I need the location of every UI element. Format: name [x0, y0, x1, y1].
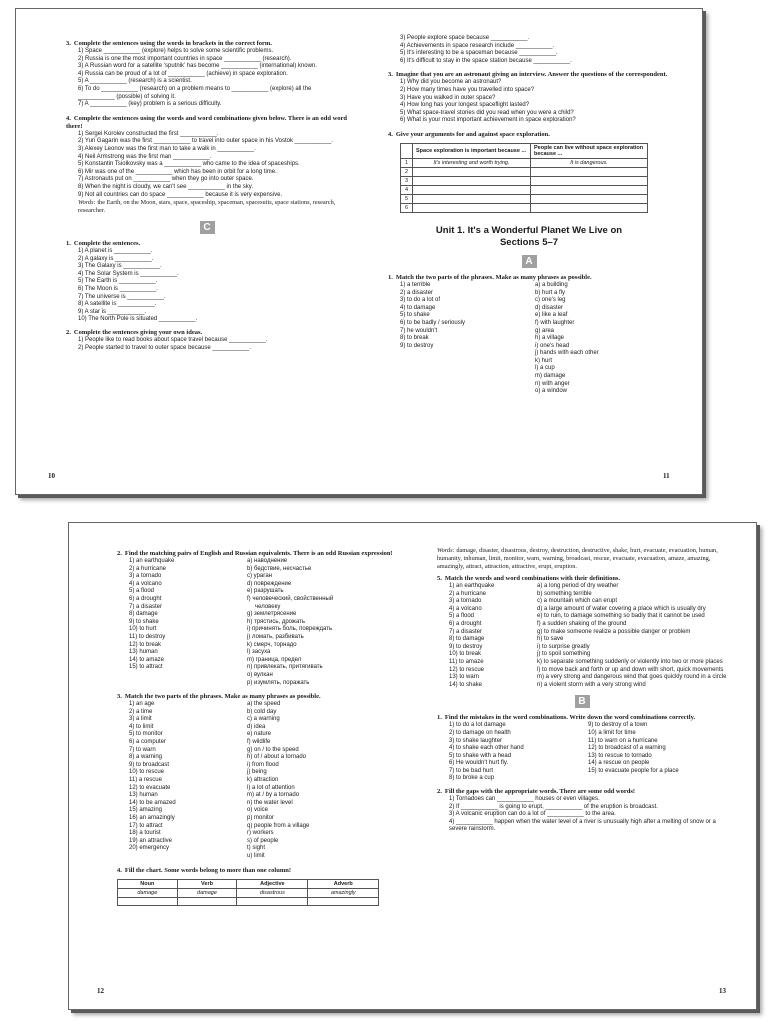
- table-cell: [118, 897, 178, 906]
- list-item: 9) to broadcast: [129, 761, 170, 768]
- exercise-2-columns: [117, 558, 397, 687]
- list-item: 12) to broadcast of a warning: [588, 745, 666, 752]
- list-item: 9) to destroy: [449, 643, 483, 650]
- list-item: k) attraction: [247, 777, 279, 784]
- section-letter-a: A: [522, 255, 537, 268]
- list-item: 1) an earthquake: [129, 558, 175, 564]
- list-item: h) трястись, дрожать: [247, 618, 306, 625]
- list-item: i) причинять боль, повреждать: [247, 626, 333, 633]
- list-item: 4) a volcano: [129, 580, 162, 587]
- list-item: 12) to evacuate: [129, 784, 171, 791]
- exercise-3-lines: [388, 79, 670, 125]
- list-item: 5) Konstantin Tsiolkovsky was a ___________ who came to the idea of spaceships.: [78, 161, 300, 168]
- list-item: 9) to destroy: [400, 342, 434, 349]
- table-cell: 5: [401, 194, 413, 203]
- list-item: s) of people: [247, 837, 279, 844]
- list-item: 1) Space ___________ (explore) helps to solve some scientific problems.: [78, 48, 274, 54]
- list-item: a) a long period of dry weather: [537, 583, 619, 589]
- list-item: 1) an earthquake: [449, 583, 495, 589]
- list-item: c) a warning: [247, 716, 280, 723]
- list-item: f) wildlife: [247, 739, 271, 746]
- table-cell: 1: [401, 158, 413, 167]
- page-number-12: 12: [97, 987, 104, 995]
- list-item: b) cold day: [247, 708, 277, 715]
- list-item: 17) to attract: [129, 822, 163, 829]
- list-item: g) area: [535, 327, 555, 334]
- right-column: [537, 583, 727, 689]
- list-item: k) hurt: [535, 357, 553, 364]
- exercise-3-heading: 3. Match the two parts of the phrases. Make as many phrases as possible.: [117, 693, 321, 701]
- table-cell: amazingly: [308, 888, 379, 897]
- list-item: 1) People like to read books about space travel because ___________.: [78, 337, 268, 344]
- list-item: 12) to rescue: [449, 666, 485, 673]
- table-cell: 6: [401, 203, 413, 212]
- list-item: 5) The Earth is ___________.: [78, 278, 158, 285]
- section-letter-b: B: [575, 695, 590, 708]
- list-item: 9) to shake: [129, 618, 159, 625]
- list-item: 2) to damage on health: [449, 729, 511, 736]
- table-cell: It's interesting and worth trying.: [413, 158, 531, 167]
- list-item: 1) A planet is ___________.: [78, 248, 153, 255]
- table-header-cell: Noun: [118, 879, 178, 888]
- list-item: g) землетрясение: [247, 611, 297, 618]
- list-item: 7) The universe is ___________.: [78, 293, 166, 300]
- list-item: e) разрушать: [247, 588, 284, 595]
- list-item: a) the speed: [247, 701, 281, 708]
- list-item: 10) a limit for time: [588, 729, 636, 736]
- list-item: m) граница, предел: [247, 656, 302, 663]
- list-item: l) a lot of attention: [247, 784, 295, 791]
- table-cell: [531, 185, 648, 194]
- table-header-cell: [401, 143, 413, 158]
- table-row: [401, 194, 648, 203]
- table-cell: [413, 167, 531, 176]
- list-item: 5) to shake with a head: [449, 752, 512, 759]
- exercise-4-heading: 4. Give your arguments for and against space exploration.: [388, 130, 550, 138]
- list-item: 8) to damage: [449, 636, 485, 643]
- table-header-cell: Verb: [177, 879, 237, 888]
- list-item: 13) human: [129, 649, 158, 656]
- list-item: 6) a drought: [129, 595, 162, 602]
- list-item: k) смерч, торнадо: [247, 641, 297, 648]
- exercise-5-heading: 5. Match the words and word combinations with their definitions.: [437, 575, 621, 582]
- right-column: [247, 558, 397, 687]
- list-item: 11) to destroy: [129, 633, 166, 640]
- table-row: [401, 158, 648, 167]
- list-item: 10) to rescue: [129, 769, 165, 776]
- table-cell: damage: [118, 888, 178, 897]
- page-11-top-lines: [388, 35, 670, 65]
- list-item: l) to move back and forth or up and down with short, quick movements: [537, 666, 724, 673]
- left-column: [449, 722, 588, 783]
- list-item: 1) Tornadoes can ___________ houses or even villages.: [449, 796, 600, 803]
- right-column: [247, 701, 397, 860]
- page-number-13: 13: [719, 987, 726, 995]
- table-cell: [413, 194, 531, 203]
- table-cell: [413, 176, 531, 185]
- list-item: l) a cup: [535, 365, 555, 372]
- right-column: [588, 722, 727, 783]
- table-cell: [531, 167, 648, 176]
- exercise-2-heading: 2. Find the matching pairs of English and Russian equivalents. There is an odd Russian expression!: [117, 550, 393, 557]
- list-item: 9) Not all countries can do space ___________ because it is very expensive.: [78, 191, 283, 198]
- list-item: e) like a leaf: [535, 312, 568, 319]
- page-number-11: 11: [663, 472, 670, 480]
- list-item: 15) to attract: [129, 664, 163, 671]
- table-cell: [413, 203, 531, 212]
- list-item: 11) a rescue: [129, 777, 162, 784]
- list-item: d) повреждение: [247, 580, 292, 587]
- list-item: 7) Astronauts put on ___________ when they go into outer space.: [78, 176, 254, 183]
- list-item: 2) How many times have you travelled into space?: [400, 86, 535, 93]
- list-item: 6) What is your most important achievement in space exploration?: [400, 117, 576, 124]
- exercise-2-lines: [66, 337, 348, 352]
- list-item: 10) to hurt: [129, 626, 157, 633]
- list-item: 3) to shake laughter: [449, 737, 503, 744]
- list-item: 13) human: [129, 792, 158, 799]
- table-cell: [308, 897, 379, 906]
- list-item: q) people from a village: [247, 822, 310, 829]
- list-item: 2) Russia is one the most important countries in space ___________ (research).: [78, 55, 292, 62]
- table-row: [118, 897, 379, 906]
- table-header-cell: Adjective: [237, 879, 308, 888]
- list-item: а) наводнение: [247, 558, 288, 564]
- table-cell: [531, 194, 648, 203]
- list-item: i) from flood: [247, 761, 279, 768]
- list-item: p) изумлять, поражать: [247, 679, 310, 686]
- list-item: 4) Neil Armstrong was the first man ___________.: [78, 153, 212, 160]
- exercise-3-columns: [117, 701, 397, 860]
- list-item: t) sight: [247, 845, 266, 852]
- section-letter-c: C: [200, 221, 215, 234]
- list-item: 7) to be bad hurt: [449, 767, 494, 774]
- exercise-2-heading: 2. Fill the gaps with the appropriate words. There are some odd words!: [437, 788, 636, 796]
- list-item: 8) When the night is cloudy, we can't see ___________ in the sky.: [78, 183, 254, 190]
- left-column: [400, 282, 535, 396]
- list-item: 15) to evacuate people for a place: [588, 767, 679, 774]
- table-cell: [237, 897, 308, 906]
- table-cell: 3: [401, 176, 413, 185]
- word-forms-table: [117, 879, 379, 907]
- list-item: 2) People started to travel to outer space because ___________.: [78, 344, 251, 351]
- list-item: 4) How long has your longest spaceflight lasted?: [400, 102, 530, 109]
- list-item: i) one's head: [535, 342, 570, 349]
- list-item: 4) ___________ happen when the water level of a river is unusually high after a melting of snow or a severe rainstorm.: [449, 818, 716, 833]
- list-item: 4) The Solar System is ___________.: [78, 270, 179, 277]
- list-item: 5) to monitor: [129, 731, 163, 738]
- list-item: 4) a volcano: [449, 605, 482, 612]
- list-item: 7) a disaster: [449, 628, 483, 635]
- table-cell: disastrous: [237, 888, 308, 897]
- table-cell: [531, 176, 648, 185]
- left-column: [129, 701, 247, 860]
- list-item: 8) to broke a cup: [449, 775, 495, 782]
- list-item: 2) a disaster: [400, 289, 434, 296]
- list-item: 5) a flood: [129, 588, 155, 595]
- exercise-5-columns: [437, 583, 727, 689]
- table-row: [401, 185, 648, 194]
- list-item: 6) Mir was one of the ___________ which has been in orbit for a long time.: [78, 168, 277, 175]
- list-item: 3) People explore space because ___________.: [400, 35, 530, 41]
- list-item: e) to ruin, to damage something so badly that it cannot be used: [537, 613, 705, 620]
- list-item: h) of / about a tornado: [247, 754, 307, 761]
- list-item: u) limit: [247, 852, 265, 859]
- list-item: b) something terrible: [537, 590, 592, 597]
- list-item: c) a mountain which can erupt: [537, 598, 618, 605]
- list-item: 10) The North Pole is situated ___________.: [78, 316, 198, 323]
- list-item: 2) a hurricane: [449, 590, 487, 597]
- list-item: c) one's leg: [535, 297, 566, 304]
- exercise-1-columns: [388, 282, 670, 396]
- page-11: [388, 35, 670, 396]
- list-item: f) a sudden shaking of the ground: [537, 620, 627, 627]
- list-item: 7) A ___________ (key) problem is a serious difficulty.: [78, 101, 222, 108]
- list-item: 1) a terrible: [400, 281, 431, 288]
- list-item: b) hurt a fly: [535, 289, 566, 296]
- list-item: 3) The Galaxy is ___________.: [78, 263, 162, 270]
- list-item: 15) amazing: [129, 807, 163, 814]
- list-item: 1) to do a lot damage: [449, 722, 506, 729]
- left-column: [129, 558, 247, 687]
- list-item: 7) he wouldn't: [400, 327, 438, 334]
- list-item: 9) to destroy of a town: [588, 722, 648, 729]
- list-item: o) вулкан: [247, 671, 273, 678]
- list-item: 19) an attractive: [129, 837, 173, 844]
- list-item: 2) a time: [129, 708, 153, 715]
- list-item: 3) A Russian word for a satellite ‘sputnik’ has become ___________ (international) known.: [78, 63, 317, 70]
- list-item: 2) A galaxy is ___________.: [78, 255, 154, 262]
- list-item: d) a large amount of water covering a place which is usually dry: [537, 605, 706, 612]
- table-header-row: [401, 143, 648, 158]
- list-item: n) привлекать, притягивать: [247, 664, 323, 671]
- list-item: 13) to rescue to tornado: [588, 752, 652, 759]
- list-item: 7) to warn: [129, 746, 156, 753]
- table-cell: [531, 203, 648, 212]
- list-item: 6) He wouldn't hurt fly.: [449, 760, 509, 767]
- list-item: 8) a warning: [129, 754, 163, 761]
- list-item: 14) to amaze: [129, 656, 165, 663]
- list-item: 13) to warn: [449, 674, 480, 681]
- unit-title: Unit 1. It's a Wonderful Planet We Live on Sections 5–7: [435, 224, 623, 248]
- list-item: h) a village: [535, 335, 565, 342]
- list-item: o) voice: [247, 807, 269, 814]
- list-item: a) a building: [535, 281, 568, 288]
- list-item: 1) Sergei Korolev constructed the first ___________.: [78, 130, 219, 137]
- exercise-4-lines: [66, 131, 348, 199]
- table-cell: [177, 897, 237, 906]
- exercise-1-heading: 1. Find the mistakes in the word combinations. Write down the word combinations correctly.: [437, 714, 696, 722]
- list-item: 11) to amaze: [449, 658, 484, 665]
- list-item: l) засуха: [247, 649, 271, 656]
- table-row: [401, 167, 648, 176]
- table-cell: damage: [177, 888, 237, 897]
- table-header-cell: People can live without space exploration because ...: [531, 143, 648, 158]
- list-item: b) бедствие, несчастье: [247, 565, 312, 572]
- exercise-1-columns: [437, 722, 727, 783]
- arguments-table: [400, 143, 648, 213]
- list-item: 2) If ___________ is going to erupt, ___________ of the eruption is broadcast.: [449, 803, 658, 810]
- list-item: 4) to damage: [400, 304, 436, 311]
- list-item: 14) to shake: [449, 681, 483, 688]
- exercise-1-heading: 1. Complete the sentences.: [66, 240, 141, 248]
- list-item: 2) Yuri Gagarin was the first ___________ to travel into outer space in his Vostok ___________.: [78, 138, 334, 145]
- list-item: 6) To do ___________ (research) on a problem means to ___________ (explore) all the ___________ (possible) of solving it.: [78, 85, 312, 100]
- list-item: 4) Achievements in space research include ___________.: [400, 42, 555, 49]
- spread-pages-10-11: [15, 8, 703, 495]
- list-item: 14) a rescue on people: [588, 760, 650, 767]
- exercise-3-heading: 3. Complete the sentences using the words in brackets in the correct form.: [66, 40, 272, 47]
- table-header-cell: Adverb: [308, 879, 379, 888]
- list-item: j) hands with each other: [535, 350, 599, 357]
- list-item: 2) a hurricane: [129, 565, 167, 572]
- list-item: 6) a drought: [449, 620, 482, 627]
- left-column: [449, 583, 537, 689]
- list-item: f) человеческий, свойственный: [247, 595, 334, 602]
- table-cell: 4: [401, 185, 413, 194]
- exercise-1-lines: [66, 248, 348, 324]
- list-item: 6) a computer: [129, 739, 167, 746]
- list-item: 5) to shake: [400, 312, 430, 319]
- page-10: [66, 37, 348, 352]
- list-item: n) the water level: [247, 799, 293, 806]
- list-item: n) a violent storm with a very strong wind: [537, 681, 646, 688]
- list-item: 3) A volcanic eruption can do a lot of ___________ to the area.: [449, 811, 616, 818]
- list-item: 14) to be amazed: [129, 799, 176, 806]
- list-item: j) to spoil something: [537, 651, 591, 658]
- right-column: [535, 282, 670, 396]
- list-item: r) workers: [247, 830, 274, 837]
- table-cell: 2: [401, 167, 413, 176]
- list-item: 6) to be badly / seriously: [400, 319, 466, 326]
- list-item: e) nature: [247, 731, 272, 738]
- table-cell: [413, 185, 531, 194]
- list-item: j) being: [247, 769, 267, 776]
- list-item: 6) The Moon is ___________.: [78, 286, 158, 293]
- list-item: человеку: [255, 603, 281, 610]
- list-item: d) disaster: [535, 304, 564, 311]
- list-item: m) at / by a tornado: [247, 792, 300, 799]
- list-item: 11) to warn on a hurricane: [588, 737, 658, 744]
- table-row: [401, 203, 648, 212]
- list-item: o) a window: [535, 388, 568, 395]
- list-item: 4) to shake each other hand: [449, 745, 524, 752]
- list-item: g) on / to the speed: [247, 746, 299, 753]
- list-item: 3) Have you walked in outer space?: [400, 94, 496, 101]
- list-item: 6) It's difficult to stay in the space station because ___________.: [400, 57, 572, 64]
- list-item: 5) It's interesting to be a spaceman because ___________.: [400, 50, 558, 57]
- list-item: g) to make someone realize a possible danger or problem: [537, 628, 691, 635]
- list-item: 5) a flood: [449, 613, 475, 620]
- word-bank: Words: damage, disaster, disastrous, destroy, destruction, destructive, shake, hurt, evacuate, evacuation, human, humanity, inhuman, limit, monitor, warn, warning, broadcast, rescue, evacuate, evacuation, amaze, amazing, amazingly, attract, attraction, attractive, erupt, eruption.: [437, 547, 718, 570]
- list-item: j) ломать, разбивать: [247, 633, 304, 640]
- list-item: 3) a tornado: [449, 598, 482, 605]
- list-item: 3) a limit: [129, 716, 152, 723]
- exercise-3-lines: [66, 48, 348, 109]
- list-item: n) with anger: [535, 380, 570, 387]
- list-item: c) ураган: [247, 573, 272, 580]
- list-item: 7) a disaster: [129, 603, 163, 610]
- list-item: m) damage: [535, 373, 566, 380]
- table-row: [401, 176, 648, 185]
- page-12: [117, 547, 397, 906]
- spread-pages-12-13: [68, 522, 757, 1010]
- list-item: i) to surprise greatly: [537, 643, 590, 650]
- list-item: h) to save: [537, 636, 564, 643]
- list-item: m) a very strong and dangerous wind that goes quickly round in a circle: [537, 674, 727, 681]
- table-cell: It is dangerous.: [531, 158, 648, 167]
- list-item: 20) emergency: [129, 845, 170, 852]
- exercise-4-heading: 4. Complete the sentences using the words and word combinations given below. There is an odd word there!: [66, 114, 348, 130]
- list-item: k) to separate something suddenly or violently into two or more places: [537, 658, 723, 665]
- page-13: [437, 547, 727, 834]
- list-item: 10) to break: [449, 651, 482, 658]
- list-item: 3) a tornado: [129, 573, 162, 580]
- exercise-3-heading: 3. Imagine that you are an astronaut giving an interview. Answer the questions of the correspondent.: [388, 71, 668, 79]
- list-item: 5) What space-travel stories did you read when you were a child?: [400, 109, 574, 116]
- exercise-1-heading: 1. Match the two parts of the phrases. Make as many phrases as possible.: [388, 273, 592, 281]
- list-item: 1) an age: [129, 701, 155, 708]
- exercise-2-heading: 2. Complete the sentences giving your own ideas.: [66, 329, 203, 337]
- list-item: d) idea: [247, 723, 266, 730]
- list-item: 18) a tourist: [129, 830, 161, 837]
- table-header-cell: Space exploration is important because ...: [413, 143, 531, 158]
- list-item: 8) damage: [129, 611, 158, 618]
- list-item: 8) A satellite is ___________.: [78, 301, 157, 308]
- list-item: 8) to break: [400, 335, 429, 342]
- table-header-row: [118, 879, 379, 888]
- list-item: 4) Russia can be proud of a lot of ___________ (achieve) in space exploration.: [78, 70, 288, 77]
- list-item: 3) Alexey Leonov was the first man to take a walk in ___________.: [78, 145, 256, 152]
- exercise-4-heading: 4. Fill the chart. Some words belong to more than one column!: [117, 866, 292, 874]
- page-number-10: 10: [48, 472, 55, 480]
- list-item: 3) to do a lot of: [400, 297, 441, 304]
- list-item: 5) A ___________ (research) is a scientist.: [78, 78, 192, 85]
- list-item: p) monitor: [247, 815, 275, 821]
- table-row: [118, 888, 379, 897]
- exercise-2-lines: [437, 796, 727, 834]
- list-item: 4) to limit: [129, 723, 154, 730]
- list-item: 16) an amazingly: [129, 815, 175, 821]
- list-item: 9) A star is ___________.: [78, 308, 147, 315]
- list-item: 1) Why did you become an astronaut?: [400, 79, 502, 86]
- exercise-4-words: Words: the Earth, on the Moon, stars, space, spaceship, spaceman, spacesuits, space stations, research, researcher.: [78, 199, 336, 215]
- list-item: 12) to break: [129, 641, 162, 648]
- list-item: f) with laughter: [535, 319, 575, 326]
